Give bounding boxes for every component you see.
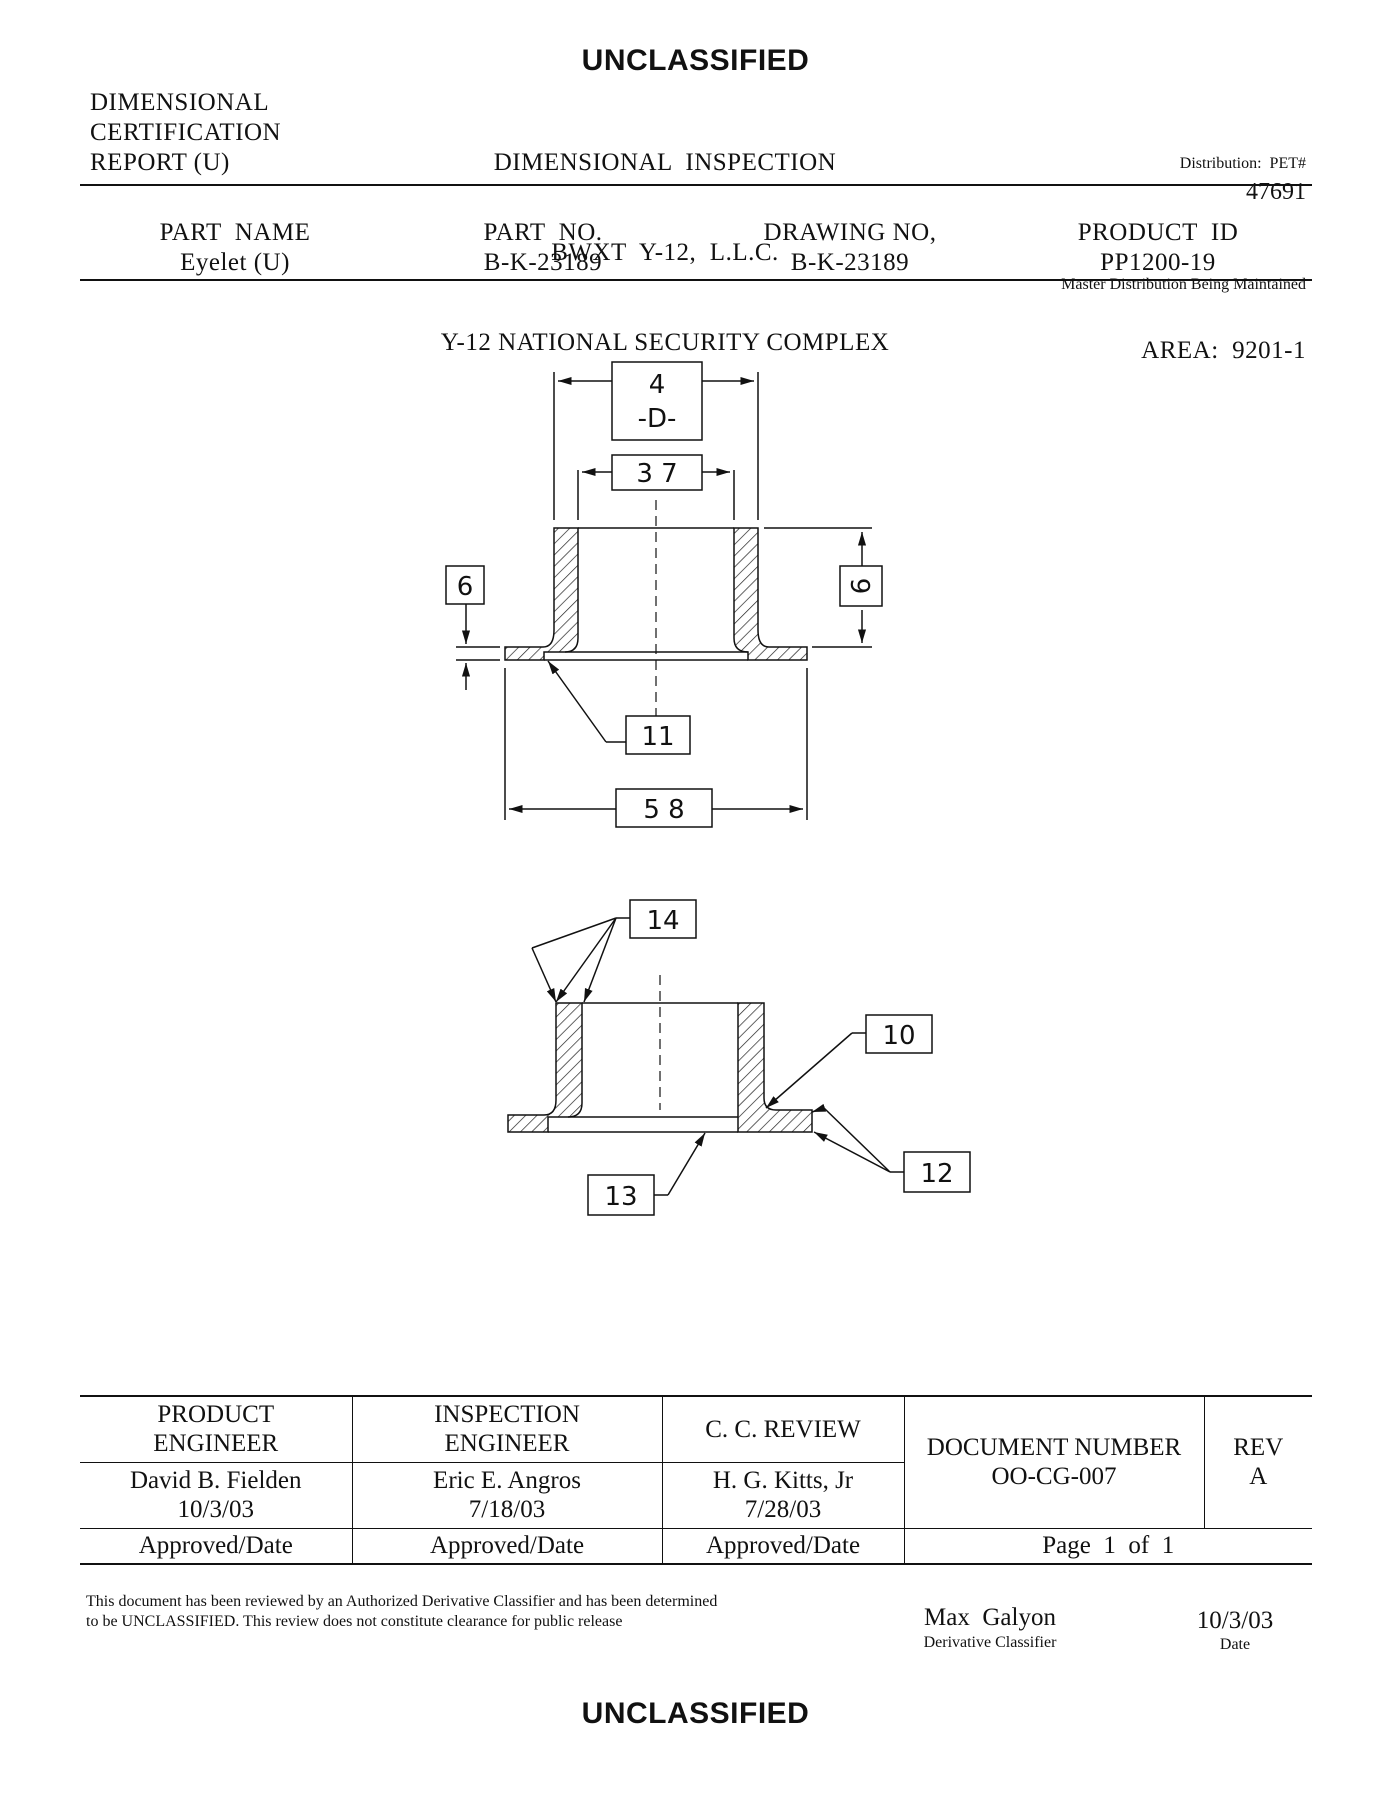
classification-bottom: UNCLASSIFIED	[581, 1697, 810, 1730]
organization-line: Y-12 NATIONAL SECURITY COMPLEX	[440, 329, 890, 356]
inspection-engineer-signoff	[352, 1462, 662, 1528]
callout-9	[840, 566, 882, 606]
report-type-line: DIMENSIONAL	[90, 89, 270, 116]
part-no-label: PART NO.	[483, 219, 603, 246]
classification-top: UNCLASSIFIED	[581, 44, 810, 77]
drawing-no-value: B-K-23189	[790, 249, 910, 276]
left-wall-section	[505, 528, 578, 660]
review-statement	[86, 1592, 866, 1632]
report-type-line: CERTIFICATION	[90, 119, 282, 146]
review-statement-line: to be UNCLASSIFIED. This review does not constitute clearance for public release	[86, 1613, 623, 1630]
approved-date-label: Approved/Date	[662, 1528, 904, 1564]
classifier-title: Derivative Classifier	[923, 1634, 1057, 1651]
inspection-engineer-label-line: INSPECTION	[434, 1401, 580, 1429]
part-name-value: Eyelet (U)	[180, 249, 290, 276]
cc-review-date: 7/28/03	[744, 1496, 822, 1523]
part-no-value: B-K-23189	[483, 249, 603, 276]
callout-12	[904, 1152, 970, 1192]
product-engineer-date: 10/3/03	[177, 1496, 254, 1523]
document-number-cell	[904, 1396, 1204, 1528]
product-id-label: PRODUCT ID	[1077, 219, 1239, 246]
master-distribution: Master Distribution Being Maintained	[1061, 276, 1306, 293]
approved-date-label: Approved/Date	[352, 1528, 662, 1564]
section-view-2	[508, 918, 904, 1195]
callout-13	[588, 1175, 654, 1215]
product-engineer-label-line: PRODUCT	[157, 1401, 275, 1429]
callout-11	[626, 716, 690, 754]
callout-6	[446, 566, 484, 604]
callout-14-number: 14	[646, 906, 680, 936]
callout-4-number: 4	[648, 370, 666, 400]
inspection-engineer-date: 7/18/03	[468, 1496, 546, 1523]
cc-review-name: H. G. Kitts, Jr	[712, 1467, 854, 1494]
inspection-engineer-label-line: ENGINEER	[444, 1430, 570, 1458]
derivative-classifier-block	[890, 1603, 1090, 1653]
right-wall-section	[734, 528, 807, 660]
report-type-line: REPORT (U)	[90, 149, 230, 176]
page-info: Page 1 of 1	[904, 1528, 1312, 1564]
product-engineer-signoff	[80, 1462, 352, 1528]
cc-review-signoff	[662, 1462, 904, 1528]
part-name-label: PART NAME	[159, 219, 311, 246]
rev-label: REV	[1233, 1434, 1284, 1462]
product-engineer-label-line: ENGINEER	[153, 1430, 279, 1458]
cc-review-label: C. C. REVIEW	[662, 1396, 904, 1462]
callout-37	[612, 455, 702, 490]
left-wall-section-2	[508, 1003, 582, 1132]
callout-4	[612, 362, 702, 440]
area: AREA: 9201-1	[1141, 337, 1306, 364]
inspection-engineer-label	[352, 1396, 662, 1462]
review-date-block	[1170, 1606, 1300, 1654]
distribution-label: Distribution: PET#	[1179, 155, 1306, 172]
product-engineer-name: David B. Fielden	[129, 1467, 302, 1494]
callout-14	[630, 900, 696, 938]
approved-date-label: Approved/Date	[80, 1528, 352, 1564]
inspection-engineer-name: Eric E. Angros	[433, 1467, 581, 1494]
callout-6-number: 6	[456, 572, 474, 602]
callout-12-number: 12	[920, 1159, 954, 1189]
product-id-value: PP1200-19	[1100, 249, 1216, 276]
product-engineer-label	[80, 1396, 352, 1462]
review-date-label: Date	[1219, 1636, 1251, 1653]
drawing-no-label: DRAWING NO,	[763, 219, 937, 246]
distribution-number: 47691	[1246, 179, 1306, 205]
callout-58	[616, 789, 712, 827]
document-number-value: OO-CG-007	[991, 1463, 1117, 1491]
callout-58-number: 5 8	[643, 795, 685, 825]
approval-table	[80, 1395, 1312, 1565]
organization-line: BWXT Y-12, L.L.C.	[551, 239, 779, 266]
callout-13-number: 13	[604, 1182, 638, 1212]
datum-label: -D-	[637, 404, 677, 434]
review-date: 10/3/03	[1196, 1607, 1274, 1634]
callout-37-number: 3 7	[636, 459, 678, 489]
document-number-label: DOCUMENT NUMBER	[926, 1434, 1182, 1462]
callout-11-number: 11	[641, 722, 675, 752]
organization-line: DIMENSIONAL INSPECTION	[493, 149, 837, 176]
review-statement-line: This document has been reviewed by an Authorized Derivative Classifier and has been determined	[86, 1593, 718, 1610]
right-wall-section-2	[738, 1003, 812, 1132]
callout-10	[866, 1015, 932, 1053]
callout-10-number: 10	[882, 1021, 916, 1051]
rev-value: A	[1249, 1463, 1268, 1491]
callout-9-number: 9	[844, 577, 874, 595]
classifier-name: Max Galyon	[924, 1604, 1056, 1631]
rev-cell	[1204, 1396, 1312, 1528]
